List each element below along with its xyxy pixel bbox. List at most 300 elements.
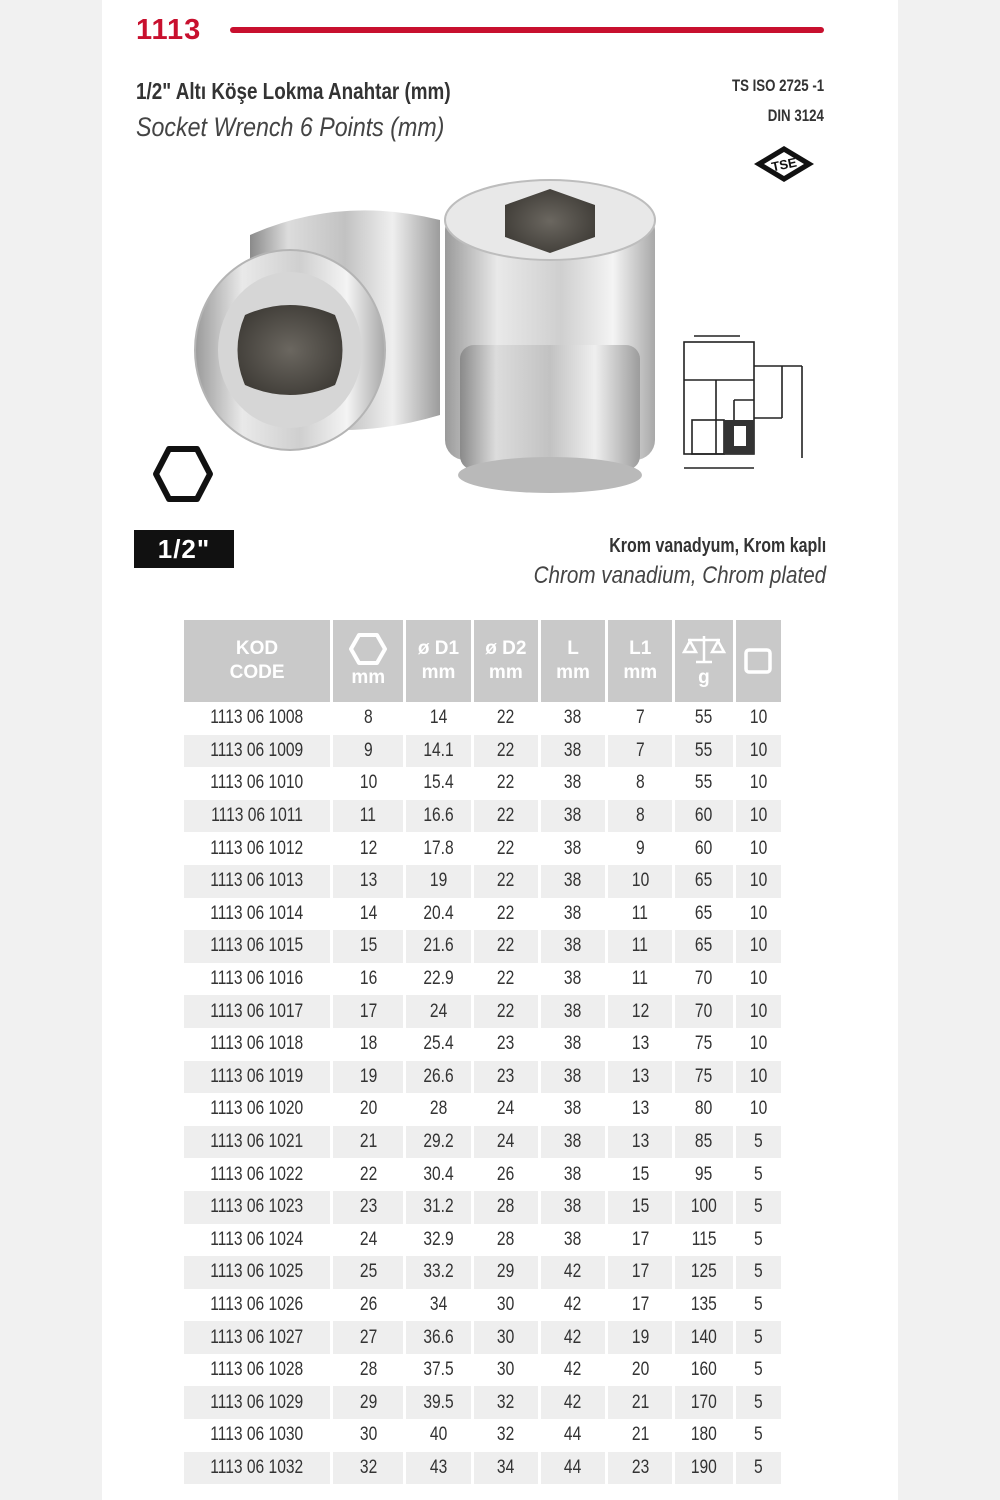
cell-weight [675, 1028, 732, 1061]
cell-weight [675, 1452, 732, 1485]
cell-value: 30 [359, 1424, 377, 1446]
cell-value: 10 [749, 1098, 767, 1120]
d1-label: ø D1 [417, 638, 460, 659]
cell-d1 [406, 702, 470, 735]
cell-value: 22 [497, 1000, 515, 1022]
cell-value: 38 [564, 1000, 582, 1022]
cell-code [184, 800, 330, 833]
cell-value: 17 [631, 1261, 649, 1283]
cell-d2 [474, 898, 538, 931]
cell-value: 29 [359, 1391, 377, 1413]
cell-l1 [608, 702, 672, 735]
cell-value: 60 [695, 805, 713, 827]
cell-value: 24 [429, 1000, 448, 1022]
cell-length [541, 995, 605, 1028]
cell-value: 30.4 [423, 1163, 454, 1185]
column-header-hex-size [333, 620, 403, 702]
column-header-d2 [474, 620, 538, 702]
table-body [184, 702, 781, 1484]
title-divider [230, 27, 824, 33]
cell-d1 [406, 995, 470, 1028]
cell-value: 13 [631, 1098, 649, 1120]
cell-value: 1113 06 1020 [210, 1098, 304, 1120]
cell-value: 28 [497, 1196, 515, 1218]
cell-d1 [406, 1354, 470, 1387]
cell-d1 [406, 1386, 470, 1419]
cell-pack-quantity [736, 1224, 781, 1257]
cell-d2 [474, 1126, 538, 1159]
cell-value: 38 [564, 772, 582, 794]
cell-weight [675, 963, 732, 996]
hexagon-icon [348, 632, 388, 666]
specification-table [181, 620, 784, 1484]
cell-weight [675, 735, 732, 768]
cell-l1 [608, 1126, 672, 1159]
cell-code [184, 767, 330, 800]
cell-value: 10 [749, 935, 767, 957]
cell-value: 24 [497, 1098, 515, 1120]
cell-hex-size [333, 963, 403, 996]
product-title-english: Socket Wrench 6 Points (mm) [136, 112, 445, 142]
cell-value: 23 [631, 1456, 649, 1478]
cell-value: 85 [695, 1131, 713, 1153]
cell-value: 160 [690, 1359, 717, 1381]
tse-certification-logo [752, 144, 816, 184]
cell-weight [675, 1093, 732, 1126]
cell-d2 [474, 1452, 538, 1485]
cell-value: 135 [690, 1293, 717, 1315]
d1-unit-label: mm [421, 662, 456, 683]
cell-d1 [406, 1321, 470, 1354]
cell-length [541, 1191, 605, 1224]
table-row [184, 898, 781, 931]
cell-value: 55 [695, 707, 713, 729]
cell-weight [675, 767, 732, 800]
product-title-turkish: 1/2" Altı Köşe Lokma Anahtar (mm) [136, 78, 451, 104]
cell-value: 190 [690, 1456, 717, 1478]
cell-length [541, 1126, 605, 1159]
l-label: L [567, 638, 579, 659]
cell-value: 29 [497, 1261, 515, 1283]
cell-l1 [608, 767, 672, 800]
cell-d2 [474, 767, 538, 800]
column-header-d1 [406, 620, 470, 702]
cell-hex-size [333, 930, 403, 963]
cell-weight [675, 832, 732, 865]
cell-value: 24 [497, 1131, 515, 1153]
cell-l1 [608, 735, 672, 768]
cell-d1 [406, 1256, 470, 1289]
cell-value: 20 [359, 1098, 377, 1120]
cell-length [541, 865, 605, 898]
cell-d1 [406, 735, 470, 768]
cell-pack-quantity [736, 1321, 781, 1354]
cell-code [184, 1224, 330, 1257]
table-row [184, 1289, 781, 1322]
cell-hex-size [333, 1028, 403, 1061]
cell-d2 [474, 930, 538, 963]
drive-size-badge: 1/2" [134, 530, 234, 568]
cell-hex-size [333, 1158, 403, 1191]
table-header [184, 620, 781, 702]
cell-value: 22 [497, 772, 515, 794]
cell-hex-size [333, 898, 403, 931]
cell-value: 1113 06 1029 [210, 1391, 304, 1413]
cell-value: 22 [497, 739, 515, 761]
cell-value: 15 [631, 1196, 649, 1218]
material-english: Chrom vanadium, Chrom plated [533, 562, 826, 589]
cell-value: 55 [695, 739, 713, 761]
cell-d1 [406, 1191, 470, 1224]
cell-length [541, 1354, 605, 1387]
cell-value: 32.9 [423, 1228, 454, 1250]
cell-value: 5 [753, 1163, 763, 1185]
cell-value: 70 [695, 968, 713, 990]
cell-length [541, 1321, 605, 1354]
cell-value: 1113 06 1030 [210, 1424, 304, 1446]
cell-length [541, 1452, 605, 1485]
cell-value: 5 [753, 1228, 763, 1250]
code-label-english: CODE [229, 662, 285, 683]
cell-length [541, 1386, 605, 1419]
cell-code [184, 1028, 330, 1061]
cell-value: 25.4 [423, 1033, 454, 1055]
table-row [184, 865, 781, 898]
cell-code [184, 930, 330, 963]
cell-value: 32 [497, 1391, 515, 1413]
cell-l1 [608, 1321, 672, 1354]
cell-value: 38 [564, 739, 582, 761]
cell-d2 [474, 1191, 538, 1224]
cell-value: 11 [632, 902, 649, 924]
cell-l1 [608, 1191, 672, 1224]
cell-weight [675, 930, 732, 963]
cell-value: 60 [695, 837, 713, 859]
cell-value: 5 [753, 1391, 763, 1413]
cell-value: 5 [753, 1456, 763, 1478]
cell-l1 [608, 995, 672, 1028]
cell-value: 100 [690, 1196, 717, 1218]
cell-value: 1113 06 1014 [210, 902, 304, 924]
table-row [184, 1419, 781, 1452]
cell-d1 [406, 832, 470, 865]
table-row [184, 1321, 781, 1354]
cell-d1 [406, 1419, 470, 1452]
cell-value: 42 [564, 1359, 582, 1381]
table-row [184, 1224, 781, 1257]
column-header-length [541, 620, 605, 702]
cell-d1 [406, 1126, 470, 1159]
cell-code [184, 735, 330, 768]
table-row [184, 1061, 781, 1094]
cell-code [184, 1256, 330, 1289]
cell-d2 [474, 1028, 538, 1061]
cell-code [184, 1386, 330, 1419]
cell-hex-size [333, 1061, 403, 1094]
cell-value: 180 [690, 1424, 717, 1446]
hexagon-6-point-icon [152, 445, 214, 503]
cell-value: 10 [749, 805, 767, 827]
svg-text:TSE: TSE [770, 154, 799, 175]
cell-value: 5 [753, 1359, 763, 1381]
cell-value: 34 [497, 1456, 515, 1478]
cell-value: 39.5 [423, 1391, 454, 1413]
cell-l1 [608, 1061, 672, 1094]
cell-value: 19 [429, 870, 448, 892]
cell-value: 1113 06 1027 [210, 1326, 304, 1348]
cell-d1 [406, 800, 470, 833]
cell-d2 [474, 963, 538, 996]
cell-hex-size [333, 1354, 403, 1387]
cell-value: 10 [749, 902, 767, 924]
cell-value: 27 [359, 1326, 377, 1348]
cell-weight [675, 995, 732, 1028]
cell-value: 75 [695, 1033, 713, 1055]
cell-d1 [406, 1224, 470, 1257]
cell-l1 [608, 865, 672, 898]
cell-length [541, 1224, 605, 1257]
cell-length [541, 1289, 605, 1322]
cell-weight [675, 1061, 732, 1094]
cell-value: 1113 06 1013 [210, 870, 304, 892]
cell-hex-size [333, 1093, 403, 1126]
cell-pack-quantity [736, 735, 781, 768]
cell-hex-size [333, 832, 403, 865]
table-row [184, 995, 781, 1028]
table-row [184, 1386, 781, 1419]
cell-value: 1113 06 1023 [210, 1196, 304, 1218]
cell-value: 44 [564, 1456, 582, 1478]
cell-value: 38 [564, 707, 582, 729]
cell-value: 21 [631, 1424, 649, 1446]
cell-value: 30 [497, 1359, 515, 1381]
cell-l1 [608, 1158, 672, 1191]
cell-value: 65 [695, 870, 713, 892]
cell-value: 16 [359, 968, 377, 990]
standard-iso: TS ISO 2725 -1 [731, 76, 824, 95]
cell-d2 [474, 1093, 538, 1126]
cell-pack-quantity [736, 1419, 781, 1452]
cell-l1 [608, 963, 672, 996]
cell-hex-size [333, 865, 403, 898]
cell-pack-quantity [736, 1158, 781, 1191]
cell-value: 26.6 [423, 1065, 454, 1087]
cell-value: 10 [749, 837, 767, 859]
table-row [184, 800, 781, 833]
cell-pack-quantity [736, 865, 781, 898]
cell-value: 38 [564, 870, 582, 892]
table-row [184, 930, 781, 963]
cell-value: 10 [749, 1065, 767, 1087]
cell-l1 [608, 1289, 672, 1322]
cell-d2 [474, 1321, 538, 1354]
cell-length [541, 1256, 605, 1289]
cell-l1 [608, 930, 672, 963]
cell-length [541, 1061, 605, 1094]
cell-length [541, 735, 605, 768]
cell-weight [675, 1191, 732, 1224]
cell-value: 5 [753, 1196, 763, 1218]
cell-l1 [608, 898, 672, 931]
cell-weight [675, 1256, 732, 1289]
cell-value: 33.2 [423, 1261, 454, 1283]
cell-value: 20.4 [423, 902, 454, 924]
cell-code [184, 702, 330, 735]
cell-d1 [406, 1028, 470, 1061]
cell-value: 36.6 [423, 1326, 454, 1348]
cell-weight [675, 1354, 732, 1387]
cell-length [541, 1093, 605, 1126]
cell-value: 10 [749, 1033, 767, 1055]
cell-hex-size [333, 735, 403, 768]
column-header-weight [675, 620, 732, 702]
cell-value: 11 [632, 935, 649, 957]
cell-value: 10 [749, 870, 767, 892]
cell-pack-quantity [736, 1256, 781, 1289]
cell-value: 22 [497, 707, 515, 729]
cell-value: 38 [564, 1196, 582, 1218]
cell-value: 38 [564, 805, 582, 827]
table-row [184, 1256, 781, 1289]
cell-value: 80 [695, 1098, 713, 1120]
cell-weight [675, 898, 732, 931]
cell-d2 [474, 1354, 538, 1387]
cell-pack-quantity [736, 930, 781, 963]
cell-length [541, 702, 605, 735]
cell-value: 22 [497, 902, 515, 924]
cell-value: 65 [695, 935, 713, 957]
cell-value: 70 [695, 1000, 713, 1022]
cell-weight [675, 1224, 732, 1257]
cell-weight [675, 1321, 732, 1354]
cell-d2 [474, 1386, 538, 1419]
cell-value: 1113 06 1016 [210, 968, 304, 990]
cell-hex-size [333, 1386, 403, 1419]
cell-d2 [474, 1256, 538, 1289]
table-row [184, 1028, 781, 1061]
cell-value: 15.4 [423, 772, 454, 794]
cell-value: 38 [564, 1065, 582, 1087]
cell-value: 22 [497, 968, 515, 990]
cell-value: 10 [749, 772, 767, 794]
cell-value: 32 [497, 1424, 515, 1446]
cell-value: 1113 06 1032 [210, 1456, 304, 1478]
cell-d1 [406, 1093, 470, 1126]
technical-drawing [674, 328, 810, 488]
cell-value: 22 [497, 805, 515, 827]
cell-d1 [406, 1061, 470, 1094]
cell-value: 140 [690, 1326, 717, 1348]
cell-value: 5 [753, 1424, 763, 1446]
cell-value: 7 [635, 739, 645, 761]
cell-weight [675, 1126, 732, 1159]
cell-hex-size [333, 1419, 403, 1452]
cell-value: 24 [359, 1228, 377, 1250]
cell-value: 12 [359, 837, 377, 859]
cell-hex-size [333, 1126, 403, 1159]
cell-hex-size [333, 1289, 403, 1322]
cell-length [541, 832, 605, 865]
cell-value: 38 [564, 935, 582, 957]
cell-value: 1113 06 1019 [210, 1065, 304, 1087]
cell-value: 14 [429, 707, 448, 729]
cell-d1 [406, 930, 470, 963]
cell-length [541, 963, 605, 996]
cell-value: 44 [564, 1424, 582, 1446]
cell-d1 [406, 1452, 470, 1485]
cell-weight [675, 1158, 732, 1191]
cell-d2 [474, 865, 538, 898]
cell-value: 22 [497, 935, 515, 957]
cell-value: 10 [631, 870, 649, 892]
cell-d2 [474, 702, 538, 735]
cell-value: 5 [753, 1326, 763, 1348]
code-label-turkish: KOD [235, 638, 279, 659]
cell-value: 21 [359, 1131, 377, 1153]
cell-pack-quantity [736, 1061, 781, 1094]
cell-value: 15 [359, 935, 377, 957]
table-row [184, 963, 781, 996]
cell-value: 37.5 [423, 1359, 454, 1381]
cell-value: 38 [564, 1033, 582, 1055]
cell-value: 28 [429, 1098, 448, 1120]
cell-value: 1113 06 1009 [210, 739, 304, 761]
cell-value: 14 [359, 902, 377, 924]
cell-value: 30 [497, 1293, 515, 1315]
cell-l1 [608, 1354, 672, 1387]
cell-value: 21 [631, 1391, 649, 1413]
cell-weight [675, 1419, 732, 1452]
cell-value: 1113 06 1026 [210, 1293, 304, 1315]
table-row [184, 767, 781, 800]
table-row [184, 832, 781, 865]
cell-value: 1113 06 1028 [210, 1359, 304, 1381]
cell-value: 10 [749, 739, 767, 761]
table-row [184, 1158, 781, 1191]
cell-value: 19 [359, 1065, 377, 1087]
l-unit-label: mm [556, 662, 590, 683]
cell-value: 5 [753, 1131, 763, 1153]
cell-code [184, 963, 330, 996]
cell-value: 1113 06 1017 [210, 1000, 304, 1022]
cell-value: 10 [749, 1000, 767, 1022]
cell-l1 [608, 1452, 672, 1485]
cell-value: 22.9 [423, 968, 454, 990]
table-row [184, 1191, 781, 1224]
cell-value: 1113 06 1022 [210, 1163, 304, 1185]
cell-length [541, 1158, 605, 1191]
cell-pack-quantity [736, 1093, 781, 1126]
cell-hex-size [333, 1191, 403, 1224]
cell-code [184, 1158, 330, 1191]
cell-d1 [406, 898, 470, 931]
scale-icon [682, 632, 726, 666]
cell-weight [675, 800, 732, 833]
weight-unit-label: g [698, 667, 710, 688]
cell-value: 8 [363, 707, 373, 729]
cell-value: 38 [564, 902, 582, 924]
cell-d1 [406, 767, 470, 800]
cell-value: 13 [631, 1131, 649, 1153]
cell-value: 38 [564, 1163, 582, 1185]
cell-value: 13 [359, 870, 377, 892]
column-header-code [184, 620, 330, 702]
cell-l1 [608, 1386, 672, 1419]
cell-value: 38 [564, 1131, 582, 1153]
cell-value: 26 [359, 1293, 377, 1315]
cell-value: 42 [564, 1261, 582, 1283]
cell-pack-quantity [736, 995, 781, 1028]
